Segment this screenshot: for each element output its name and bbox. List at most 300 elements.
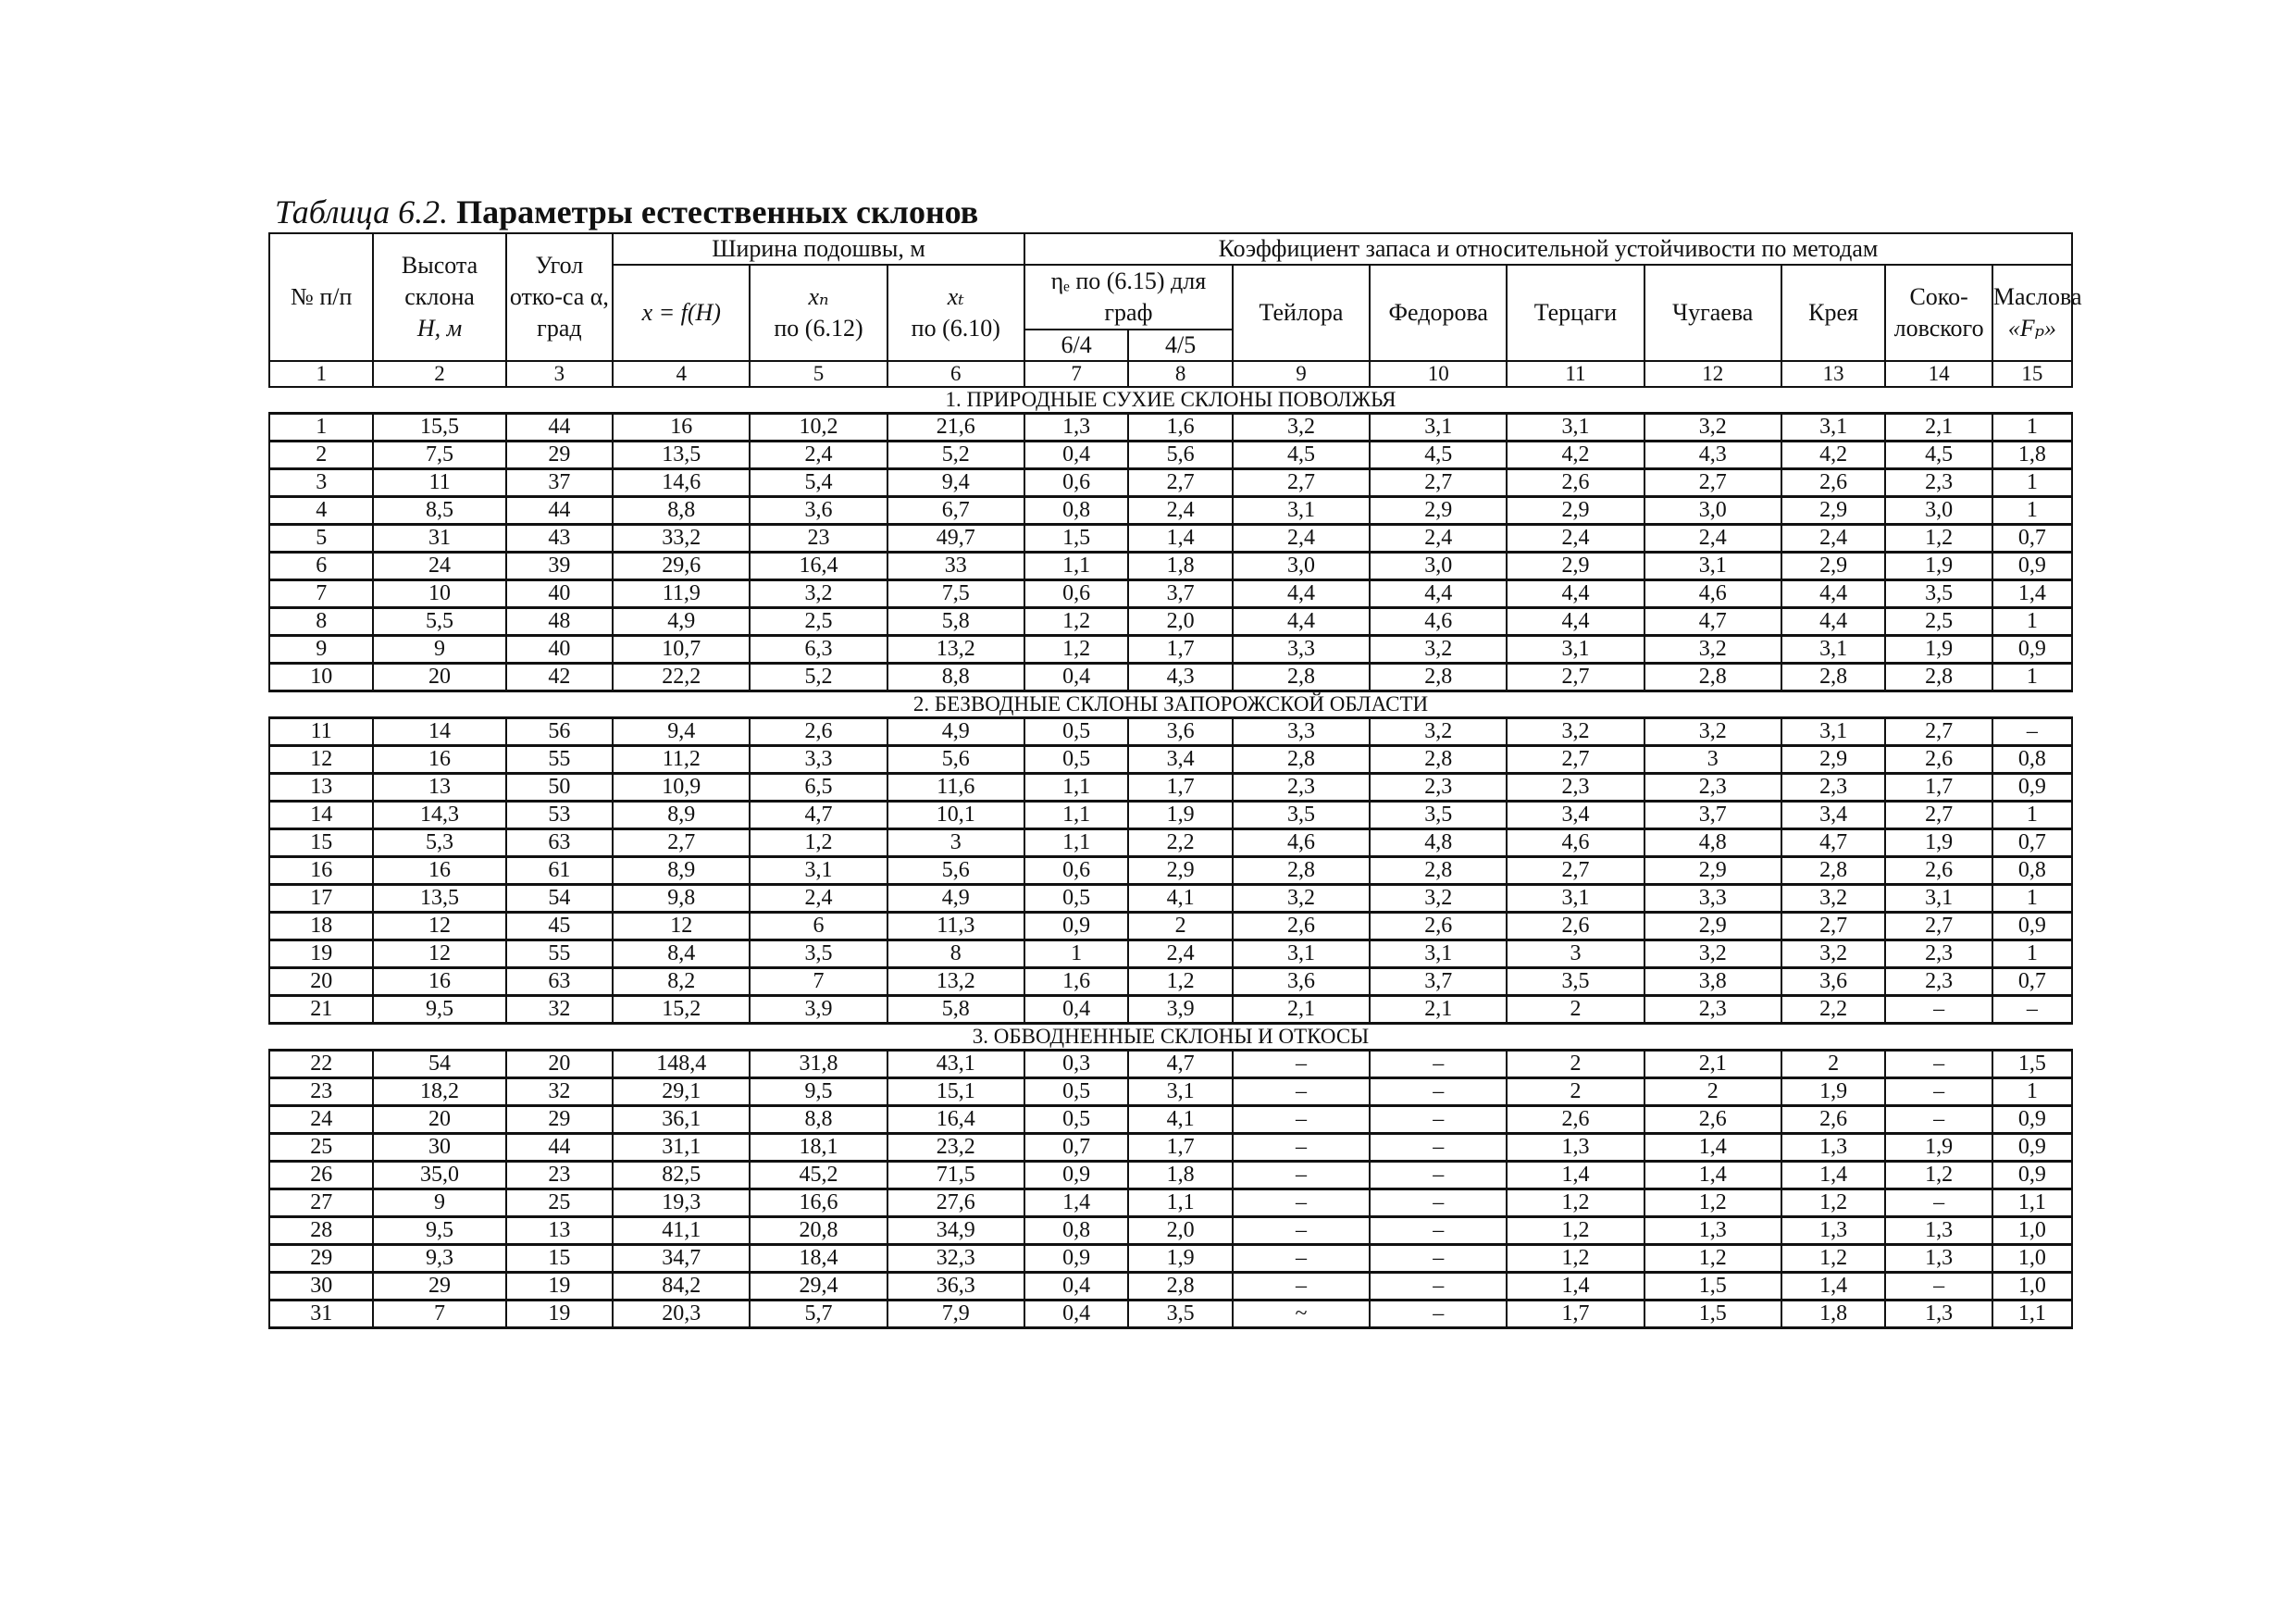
table-cell: 55 bbox=[506, 940, 614, 967]
table-cell: 9,4 bbox=[613, 717, 750, 745]
table-cell: 1,2 bbox=[1507, 1189, 1644, 1216]
table-cell: 1,6 bbox=[1024, 967, 1128, 995]
table-cell: 1,7 bbox=[1885, 773, 1992, 801]
table-cell: 1,5 bbox=[1024, 524, 1128, 552]
table-cell: 6,3 bbox=[750, 635, 887, 663]
table-cell: 4,6 bbox=[1644, 579, 1781, 607]
table-cell: 2,8 bbox=[1233, 856, 1370, 884]
table-cell: 17 bbox=[269, 884, 373, 912]
table-row bbox=[269, 1216, 2072, 1244]
table-row bbox=[269, 1161, 2072, 1189]
table-cell: 16,4 bbox=[887, 1105, 1024, 1133]
table-cell: 4,7 bbox=[1644, 607, 1781, 635]
table-cell: 0,5 bbox=[1024, 884, 1128, 912]
header-xn-symbol: xₙ bbox=[808, 283, 829, 310]
table-cell: 1,0 bbox=[1992, 1272, 2072, 1300]
table-cell: 2,8 bbox=[1644, 663, 1781, 691]
table-title: Параметры естественных склонов bbox=[456, 193, 979, 230]
table-cell: 29 bbox=[506, 441, 614, 468]
table-cell: 3,3 bbox=[1644, 884, 1781, 912]
table-cell: 9,3 bbox=[373, 1244, 505, 1272]
table-cell: 24 bbox=[373, 552, 505, 579]
table-row bbox=[269, 745, 2072, 773]
table-cell: 9,4 bbox=[887, 468, 1024, 496]
table-cell: 10,1 bbox=[887, 801, 1024, 828]
table-cell: 3 bbox=[1507, 940, 1644, 967]
table-cell: 1 bbox=[1024, 940, 1128, 967]
table-cell: 29 bbox=[373, 1272, 505, 1300]
table-cell: 55 bbox=[506, 745, 614, 773]
table-cell: – bbox=[1370, 1272, 1507, 1300]
table-cell: 3,5 bbox=[1885, 579, 1992, 607]
column-number: 8 bbox=[1128, 361, 1232, 387]
table-cell: 3,6 bbox=[1781, 967, 1885, 995]
table-cell: 3,8 bbox=[1644, 967, 1781, 995]
table-cell: 48 bbox=[506, 607, 614, 635]
table-cell: 2,9 bbox=[1781, 496, 1885, 524]
table-row bbox=[269, 496, 2072, 524]
table-cell: 15,1 bbox=[887, 1077, 1024, 1105]
table-cell: 2,9 bbox=[1128, 856, 1232, 884]
table-cell: 0,4 bbox=[1024, 1272, 1128, 1300]
table-cell: 7 bbox=[750, 967, 887, 995]
table-cell: 2,0 bbox=[1128, 607, 1232, 635]
table-cell: 10,9 bbox=[613, 773, 750, 801]
table-cell: 7 bbox=[269, 579, 373, 607]
table-cell: 40 bbox=[506, 635, 614, 663]
table-cell: 2,1 bbox=[1644, 1050, 1781, 1077]
table-cell: 20,3 bbox=[613, 1300, 750, 1327]
table-cell: 2,6 bbox=[1507, 912, 1644, 940]
table-cell: 1,2 bbox=[1644, 1244, 1781, 1272]
table-cell: 2,3 bbox=[1885, 967, 1992, 995]
table-cell: 5,3 bbox=[373, 828, 505, 856]
table-cell: 50 bbox=[506, 773, 614, 801]
header-maslov-fp: «Fₚ» bbox=[2007, 314, 2057, 342]
table-cell: 1,2 bbox=[1781, 1244, 1885, 1272]
header-graf-4-5: 4/5 bbox=[1128, 330, 1232, 361]
table-cell: 3,2 bbox=[1370, 717, 1507, 745]
table-cell: 3,5 bbox=[1233, 801, 1370, 828]
table-cell: 2,7 bbox=[1128, 468, 1232, 496]
table-cell: – bbox=[1233, 1077, 1370, 1105]
table-cell: 2,3 bbox=[1644, 995, 1781, 1023]
table-cell: 0,8 bbox=[1992, 856, 2072, 884]
header-height bbox=[373, 233, 505, 361]
table-cell: 2,8 bbox=[1128, 1272, 1232, 1300]
table-cell: 2,3 bbox=[1781, 773, 1885, 801]
table-cell: 2,7 bbox=[1370, 468, 1507, 496]
table-cell: 3,4 bbox=[1507, 801, 1644, 828]
table-cell: 4,9 bbox=[887, 884, 1024, 912]
table-cell: 1,4 bbox=[1507, 1272, 1644, 1300]
table-cell: 0,4 bbox=[1024, 1300, 1128, 1327]
table-cell: 4,7 bbox=[1781, 828, 1885, 856]
table-cell: 8,8 bbox=[887, 663, 1024, 691]
table-cell: 8,8 bbox=[750, 1105, 887, 1133]
table-cell: 1,9 bbox=[1885, 1133, 1992, 1161]
table-cell: 2,8 bbox=[1885, 663, 1992, 691]
table-cell: 2,7 bbox=[1885, 912, 1992, 940]
table-row bbox=[269, 1244, 2072, 1272]
table-cell: 4,6 bbox=[1233, 828, 1370, 856]
table-cell: 1,1 bbox=[1992, 1300, 2072, 1327]
table-cell: 35,0 bbox=[373, 1161, 505, 1189]
section-title: 2. БЕЗВОДНЫЕ СКЛОНЫ ЗАПОРОЖСКОЙ ОБЛАСТИ bbox=[269, 691, 2072, 717]
table-cell: 3,2 bbox=[1233, 413, 1370, 441]
table-cell: 25 bbox=[269, 1133, 373, 1161]
table-cell: 19,3 bbox=[613, 1189, 750, 1216]
table-cell: 0,9 bbox=[1992, 635, 2072, 663]
table-cell: 0,7 bbox=[1992, 967, 2072, 995]
header-height-label: Высота склона bbox=[401, 252, 478, 310]
table-row bbox=[269, 468, 2072, 496]
table-cell: 14 bbox=[269, 801, 373, 828]
table-cell: 0,8 bbox=[1992, 745, 2072, 773]
table-cell: 4,9 bbox=[613, 607, 750, 635]
table-cell: 2,2 bbox=[1128, 828, 1232, 856]
table-cell: 3,3 bbox=[750, 745, 887, 773]
table-cell: 15 bbox=[269, 828, 373, 856]
table-cell: 1 bbox=[1992, 1077, 2072, 1105]
table-cell: 29,4 bbox=[750, 1272, 887, 1300]
section-header-row bbox=[269, 691, 2072, 717]
table-cell: 1,8 bbox=[1992, 441, 2072, 468]
table-cell: 8,5 bbox=[373, 496, 505, 524]
table-cell: 1,9 bbox=[1885, 635, 1992, 663]
table-cell: 13,5 bbox=[373, 884, 505, 912]
table-cell: 2,7 bbox=[1644, 468, 1781, 496]
table-cell: – bbox=[1233, 1272, 1370, 1300]
table-cell: 15 bbox=[506, 1244, 614, 1272]
table-cell: 3,2 bbox=[1781, 884, 1885, 912]
table-cell: 5,7 bbox=[750, 1300, 887, 1327]
table-cell: 2,9 bbox=[1370, 496, 1507, 524]
table-cell: 2 bbox=[1781, 1050, 1885, 1077]
table-cell: 4 bbox=[269, 496, 373, 524]
table-cell: – bbox=[1885, 995, 1992, 1023]
table-cell: 1,9 bbox=[1128, 1244, 1232, 1272]
table-cell: – bbox=[1233, 1189, 1370, 1216]
table-row bbox=[269, 635, 2072, 663]
table-cell: 4,1 bbox=[1128, 1105, 1232, 1133]
table-cell: 2,8 bbox=[1370, 856, 1507, 884]
table-cell: 1,3 bbox=[1644, 1216, 1781, 1244]
table-cell: 0,9 bbox=[1024, 912, 1128, 940]
table-cell: 19 bbox=[506, 1272, 614, 1300]
table-cell: 4,1 bbox=[1128, 884, 1232, 912]
table-cell: 26 bbox=[269, 1161, 373, 1189]
table-cell: 1,1 bbox=[1992, 1189, 2072, 1216]
table-cell: 1,2 bbox=[1128, 967, 1232, 995]
table-cell: 9 bbox=[373, 1189, 505, 1216]
table-cell: 2,3 bbox=[1885, 940, 1992, 967]
table-cell: 11,2 bbox=[613, 745, 750, 773]
table-cell: 1 bbox=[1992, 468, 2072, 496]
table-cell: 1,5 bbox=[1992, 1050, 2072, 1077]
table-cell: 5,8 bbox=[887, 995, 1024, 1023]
table-row bbox=[269, 995, 2072, 1023]
table-cell: 13,2 bbox=[887, 967, 1024, 995]
table-cell: 16 bbox=[613, 413, 750, 441]
table-cell: 9,5 bbox=[373, 995, 505, 1023]
table-cell: 2,6 bbox=[1644, 1105, 1781, 1133]
table-cell: 2,4 bbox=[1128, 496, 1232, 524]
table-cell: 4,8 bbox=[1644, 828, 1781, 856]
table-cell: 3,1 bbox=[1233, 496, 1370, 524]
table-cell: 3,1 bbox=[1128, 1077, 1232, 1105]
table-cell: 12 bbox=[373, 940, 505, 967]
table-row bbox=[269, 967, 2072, 995]
header-xn bbox=[750, 265, 887, 361]
table-cell: 16,4 bbox=[750, 552, 887, 579]
table-row bbox=[269, 828, 2072, 856]
table-cell: 3,0 bbox=[1233, 552, 1370, 579]
table-cell: 44 bbox=[506, 413, 614, 441]
table-cell: 1,2 bbox=[1885, 1161, 1992, 1189]
table-cell: 25 bbox=[506, 1189, 614, 1216]
table-cell: 2 bbox=[1644, 1077, 1781, 1105]
table-cell: – bbox=[1992, 717, 2072, 745]
table-cell: 20 bbox=[269, 967, 373, 995]
table-cell: 0,9 bbox=[1992, 552, 2072, 579]
table-cell: 4,4 bbox=[1507, 607, 1644, 635]
table-cell: 1,4 bbox=[1644, 1161, 1781, 1189]
table-cell: 1,0 bbox=[1992, 1216, 2072, 1244]
table-cell: 2,3 bbox=[1885, 468, 1992, 496]
table-cell: 4,7 bbox=[1128, 1050, 1232, 1077]
table-cell: 1 bbox=[1992, 940, 2072, 967]
table-cell: 1,2 bbox=[1507, 1244, 1644, 1272]
table-cell: 1,2 bbox=[1507, 1216, 1644, 1244]
table-cell: 3,0 bbox=[1370, 552, 1507, 579]
header-eta bbox=[1024, 265, 1233, 330]
table-cell: 3,3 bbox=[1233, 717, 1370, 745]
table-cell: – bbox=[1370, 1077, 1507, 1105]
table-cell: 12 bbox=[613, 912, 750, 940]
table-cell: 2,8 bbox=[1781, 856, 1885, 884]
table-cell: 1,2 bbox=[1024, 607, 1128, 635]
table-cell: – bbox=[1885, 1105, 1992, 1133]
column-number: 14 bbox=[1885, 361, 1992, 387]
table-cell: 3,4 bbox=[1128, 745, 1232, 773]
table-cell: 12 bbox=[269, 745, 373, 773]
table-cell: 32 bbox=[506, 1077, 614, 1105]
table-cell: 16,6 bbox=[750, 1189, 887, 1216]
table-cell: 2,4 bbox=[1128, 940, 1232, 967]
table-cell: 19 bbox=[269, 940, 373, 967]
table-cell: 3,7 bbox=[1644, 801, 1781, 828]
table-cell: 2,4 bbox=[1507, 524, 1644, 552]
table-cell: 3,1 bbox=[1644, 552, 1781, 579]
table-cell: 0,4 bbox=[1024, 663, 1128, 691]
table-cell: 14,3 bbox=[373, 801, 505, 828]
table-cell: 5 bbox=[269, 524, 373, 552]
header-x-fh: x = f(H) bbox=[613, 265, 750, 361]
table-cell: 2,5 bbox=[750, 607, 887, 635]
table-cell: 16 bbox=[373, 967, 505, 995]
table-cell: 2 bbox=[1507, 1077, 1644, 1105]
section-title: 3. ОБВОДНЕННЫЕ СКЛОНЫ И ОТКОСЫ bbox=[269, 1023, 2072, 1050]
table-cell: 3,1 bbox=[1507, 413, 1644, 441]
column-number: 1 bbox=[269, 361, 373, 387]
table-cell: 28 bbox=[269, 1216, 373, 1244]
header-terzaghi: Терцаги bbox=[1507, 265, 1644, 361]
table-cell: 2,9 bbox=[1507, 552, 1644, 579]
table-cell: 8,9 bbox=[613, 856, 750, 884]
table-cell: 43,1 bbox=[887, 1050, 1024, 1077]
table-cell: 0,9 bbox=[1024, 1244, 1128, 1272]
table-cell: 32,3 bbox=[887, 1244, 1024, 1272]
table-cell: 29 bbox=[506, 1105, 614, 1133]
table-cell: 1,2 bbox=[1781, 1189, 1885, 1216]
table-cell: 1 bbox=[269, 413, 373, 441]
table-cell: 54 bbox=[506, 884, 614, 912]
slopes-table bbox=[268, 232, 2082, 1329]
table-cell: 2,1 bbox=[1233, 995, 1370, 1023]
table-cell: – bbox=[1885, 1050, 1992, 1077]
table-cell: 1,5 bbox=[1644, 1300, 1781, 1327]
table-cell: 2,6 bbox=[1885, 856, 1992, 884]
table-cell: 23,2 bbox=[887, 1133, 1024, 1161]
table-cell: 6 bbox=[269, 552, 373, 579]
table-cell: 8 bbox=[887, 940, 1024, 967]
table-cell: 56 bbox=[506, 717, 614, 745]
table-cell: 3 bbox=[269, 468, 373, 496]
table-cell: 22 bbox=[269, 1050, 373, 1077]
table-cell: 0,5 bbox=[1024, 1105, 1128, 1133]
table-cell: 13 bbox=[506, 1216, 614, 1244]
table-label: Таблица 6.2. bbox=[275, 193, 449, 230]
table-cell: 9,5 bbox=[373, 1216, 505, 1244]
table-cell: 3 bbox=[1644, 745, 1781, 773]
table-cell: 34,7 bbox=[613, 1244, 750, 1272]
table-cell: 18,4 bbox=[750, 1244, 887, 1272]
table-cell: 2,4 bbox=[1781, 524, 1885, 552]
table-cell: 1 bbox=[1992, 801, 2072, 828]
table-cell: 16 bbox=[373, 745, 505, 773]
table-cell: 2,3 bbox=[1507, 773, 1644, 801]
table-cell: 3,5 bbox=[1507, 967, 1644, 995]
column-number-row bbox=[269, 361, 2072, 387]
table-cell: 3,2 bbox=[1644, 413, 1781, 441]
table-cell: 4,4 bbox=[1781, 579, 1885, 607]
table-cell: 4,4 bbox=[1507, 579, 1644, 607]
table-cell: 37 bbox=[506, 468, 614, 496]
table-cell: 6,7 bbox=[887, 496, 1024, 524]
table-cell: – bbox=[1370, 1244, 1507, 1272]
table-row bbox=[269, 1133, 2072, 1161]
table-cell: 0,7 bbox=[1024, 1133, 1128, 1161]
table-cell: 9 bbox=[269, 635, 373, 663]
table-cell: 1,9 bbox=[1128, 801, 1232, 828]
table-cell: 4,4 bbox=[1781, 607, 1885, 635]
table-cell: 1,1 bbox=[1128, 1189, 1232, 1216]
table-cell: 2,6 bbox=[1885, 745, 1992, 773]
table-cell: 2,3 bbox=[1233, 773, 1370, 801]
table-cell: – bbox=[1233, 1216, 1370, 1244]
header-xt bbox=[887, 265, 1024, 361]
header-eta-label: ηₑ по (6.15) для bbox=[1050, 268, 1207, 294]
table-cell: 2 bbox=[1507, 995, 1644, 1023]
table-cell: 0,9 bbox=[1992, 1161, 2072, 1189]
table-cell: 31 bbox=[373, 524, 505, 552]
table-cell: 1,4 bbox=[1992, 579, 2072, 607]
column-number: 7 bbox=[1024, 361, 1128, 387]
table-cell: 34,9 bbox=[887, 1216, 1024, 1244]
table-cell: 11 bbox=[269, 717, 373, 745]
table-cell: 1,2 bbox=[750, 828, 887, 856]
table-cell: – bbox=[1233, 1133, 1370, 1161]
table-cell: 15,5 bbox=[373, 413, 505, 441]
table-cell: 19 bbox=[506, 1300, 614, 1327]
table-cell: – bbox=[1233, 1050, 1370, 1077]
table-cell: 21 bbox=[269, 995, 373, 1023]
table-cell: 2,5 bbox=[1885, 607, 1992, 635]
table-cell: 1,2 bbox=[1885, 524, 1992, 552]
table-cell: 2,7 bbox=[1507, 745, 1644, 773]
table-cell: 0,6 bbox=[1024, 468, 1128, 496]
table-cell: 82,5 bbox=[613, 1161, 750, 1189]
table-cell: 2,6 bbox=[1781, 1105, 1885, 1133]
table-cell: 3,9 bbox=[750, 995, 887, 1023]
table-cell: 29,1 bbox=[613, 1077, 750, 1105]
table-cell: 148,4 bbox=[613, 1050, 750, 1077]
table-cell: 1,7 bbox=[1128, 635, 1232, 663]
table-cell: 0,9 bbox=[1992, 912, 2072, 940]
table-cell: 3,1 bbox=[1507, 635, 1644, 663]
table-cell: 1,1 bbox=[1024, 801, 1128, 828]
header-xt-ref: по (6.10) bbox=[911, 314, 1000, 342]
table-cell: 3,2 bbox=[1644, 940, 1781, 967]
table-cell: 1 bbox=[1992, 884, 2072, 912]
table-cell: 0,3 bbox=[1024, 1050, 1128, 1077]
table-cell: 9,8 bbox=[613, 884, 750, 912]
table-cell: 31,1 bbox=[613, 1133, 750, 1161]
table-cell: 1,3 bbox=[1781, 1216, 1885, 1244]
table-cell: 3,1 bbox=[1885, 884, 1992, 912]
table-cell: 5,5 bbox=[373, 607, 505, 635]
table-row bbox=[269, 413, 2072, 441]
table-cell: 71,5 bbox=[887, 1161, 1024, 1189]
table-cell: 2,9 bbox=[1507, 496, 1644, 524]
table-cell: – bbox=[1370, 1300, 1507, 1327]
table-cell: – bbox=[1370, 1050, 1507, 1077]
table-cell: 1,9 bbox=[1885, 828, 1992, 856]
table-cell: 8,9 bbox=[613, 801, 750, 828]
table-cell: 20 bbox=[373, 663, 505, 691]
table-cell: 11,6 bbox=[887, 773, 1024, 801]
table-cell: 4,6 bbox=[1507, 828, 1644, 856]
table-cell: 2,7 bbox=[1781, 912, 1885, 940]
header-height-unit: H, м bbox=[416, 314, 463, 342]
table-cell: 0,5 bbox=[1024, 717, 1128, 745]
table-cell: 3,6 bbox=[1233, 967, 1370, 995]
table-cell: 6,5 bbox=[750, 773, 887, 801]
table-cell: 3,2 bbox=[1644, 635, 1781, 663]
table-cell: 4,5 bbox=[1885, 441, 1992, 468]
table-cell: 3,1 bbox=[1781, 717, 1885, 745]
table-cell: 3 bbox=[887, 828, 1024, 856]
table-row bbox=[269, 717, 2072, 745]
header-angle: Угол отко-са α, град bbox=[506, 233, 614, 361]
table-cell: 2,7 bbox=[1233, 468, 1370, 496]
column-number: 3 bbox=[506, 361, 614, 387]
table-cell: 27,6 bbox=[887, 1189, 1024, 1216]
table-cell: 8 bbox=[269, 607, 373, 635]
table-cell: 8,2 bbox=[613, 967, 750, 995]
table-cell: 3,1 bbox=[1507, 884, 1644, 912]
